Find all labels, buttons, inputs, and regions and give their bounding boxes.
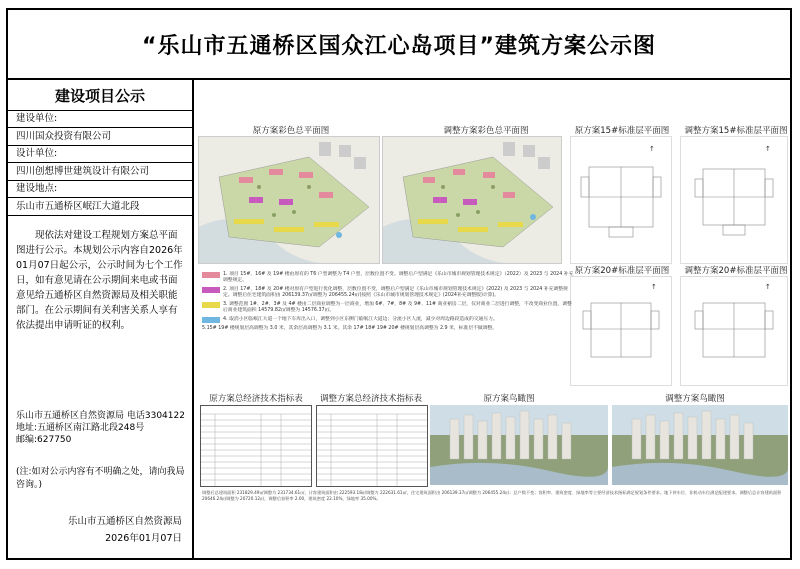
legend-text: 3. 调整范围 1#、2#、3# 及 4# 楼由二层商业调整为一层商业，增加 6#、7#、8# 及 9#、11# 商业裙房二层，仅对商业二层进行调整，不改变商业位置，调整后商业建筑面积 14579.82㎡调整为 14576.37㎡。 [223, 302, 572, 313]
signature-block [68, 513, 182, 547]
adj-indicator-table [316, 405, 428, 487]
contact-address: 地址:五通桥区南江路北段248号 [16, 423, 145, 433]
contact-postcode: 邮编:627750 [16, 435, 72, 445]
svg-text:↑: ↑ [649, 145, 655, 153]
adj-aerial-label: 调整方案鸟瞰图 [665, 394, 725, 404]
adj-aerial-render [612, 405, 788, 485]
adj-20-floor-plan [680, 276, 788, 386]
adj-site-label: 调整方案彩色总平面图 [443, 126, 529, 136]
designer-field [8, 146, 192, 181]
svg-text:↑: ↑ [765, 145, 771, 153]
legend-item [202, 317, 574, 323]
drawings-area [194, 80, 792, 560]
project-notice-header: 建设项目公示 [8, 80, 192, 111]
footer-indicator-text: 调整后总建筑面积 231829.49㎡调整为 231734.61㎡，计容建筑面积由 222593.18㎡调整为 222631.61㎡，住宅建筑面积由 206139.37㎡调整为 206455.24㎡；总户数不变；容积率、建筑密度、绿地率等主要经济技术指标满足规划条件要求。地下停车位、非机动车位满足配建要求。调整后总计容建筑面积 20646.24㎡调整为 20720.12㎡，调整后容积率 2.00，建筑密度 22.10%，绿地率 35.00%。 [202, 490, 782, 501]
legend-text: 2. 项目 17#、18# 及 20# 楼对原有户型进行优化调整，层数位置不变，调整后户型满足《乐山市城市规划管理技术规定》(2022) 及 2023 与 2024 补充调整规定。调整后住宅建筑面积由 206139.37㎡调整为 206455.24㎡(按照《乐山市城市规划管理技术规定》(2024补充调整版)计算)。 [223, 287, 568, 298]
left-info-column [8, 80, 194, 560]
notice-date: 2026年01月07日 [105, 533, 182, 544]
adj-site-plan [382, 136, 562, 264]
signer: 乐山市五通桥区自然资源局 [67, 516, 182, 527]
svg-text:↑: ↑ [765, 283, 771, 291]
designer-value: 四川创想博世建筑设计有限公司 [16, 166, 150, 177]
contact-phone: 乐山市五通桥区自然资源局 电话3304122 [16, 411, 185, 421]
orig-20-label: 原方案20#标准层平面图 [574, 266, 670, 276]
location-value: 乐山市五通桥区岷江大道北段 [16, 201, 140, 212]
adj-15-label: 调整方案15#标准层平面图 [684, 126, 788, 136]
legend-swatch [202, 302, 220, 308]
adj-20-label: 调整方案20#标准层平面图 [684, 266, 788, 276]
consult-note: (注:如对公示内容有不明确之处，请向我局咨询。) [16, 467, 185, 490]
orig-15-label: 原方案15#标准层平面图 [574, 126, 670, 136]
height-summary: 5.15# 19# 楼规划层高调整为 3.0 米，其余层高调整为 3.1 米。其余 17# 18# 19# 20# 楼规划层高调整为 2.9 米，标准层不做调整。 [202, 326, 498, 331]
legend-item [202, 302, 574, 314]
orig-20-floor-plan [570, 276, 672, 386]
adj-table-label: 调整方案总经济技术指标表 [319, 394, 422, 404]
orig-aerial-label: 原方案鸟瞰图 [483, 394, 535, 404]
title-bar [8, 10, 790, 80]
legend-swatch [202, 272, 220, 278]
legend-item [202, 272, 574, 284]
orig-site-label: 原方案彩色总平面图 [252, 126, 330, 136]
notice-board [6, 8, 792, 560]
location-field [8, 181, 192, 216]
adj-15-floor-plan [680, 136, 788, 264]
legend-text: 4. 取消小区临岷江大道一个地下车库出入口，调整到小区东侧门临岷江大道边；分流小区人流，减少对周边路段造成的交通压力。 [223, 317, 498, 322]
location-label: 建设地点: [8, 181, 192, 198]
page-title: “乐山市五通桥区国众江心岛项目”建筑方案公示图 [142, 33, 656, 59]
designer-label: 设计单位: [8, 146, 192, 163]
contact-block [16, 410, 185, 446]
legend-item [202, 287, 574, 299]
orig-site-plan [198, 136, 380, 264]
orig-table-label: 原方案总经济技术指标表 [209, 394, 303, 404]
legend-swatch [202, 287, 220, 293]
adjustment-legend [202, 272, 574, 332]
svg-text:↑: ↑ [651, 283, 657, 291]
legend-text: 1. 项目 15#、16# 及 19# 楼由原有的 T6 户型调整为 T4 户型，层数位置不变。调整后户型满足《乐山市城市规划管理技术规定》（2022）及 2023 与 2024 补充调整规定。 [223, 272, 574, 283]
builder-label: 建设单位: [8, 111, 192, 128]
orig-15-floor-plan [570, 136, 672, 264]
legend-swatch [202, 317, 220, 323]
builder-value: 四川国众投资有限公司 [16, 131, 112, 142]
orig-indicator-table [200, 405, 312, 487]
builder-field [8, 111, 192, 146]
orig-aerial-render [430, 405, 608, 485]
notice-paragraph: 现依法对建设工程规划方案总平面图进行公示。本规划公示内容自2026年01月07日起公示，公示时间为七个工作日，如有意见请在公示期间来电或书面意见给五通桥区自然资源局及相关职能部门。在公示期间有关利害关系人享有依法提出申请听证的权利。 [16, 230, 183, 331]
